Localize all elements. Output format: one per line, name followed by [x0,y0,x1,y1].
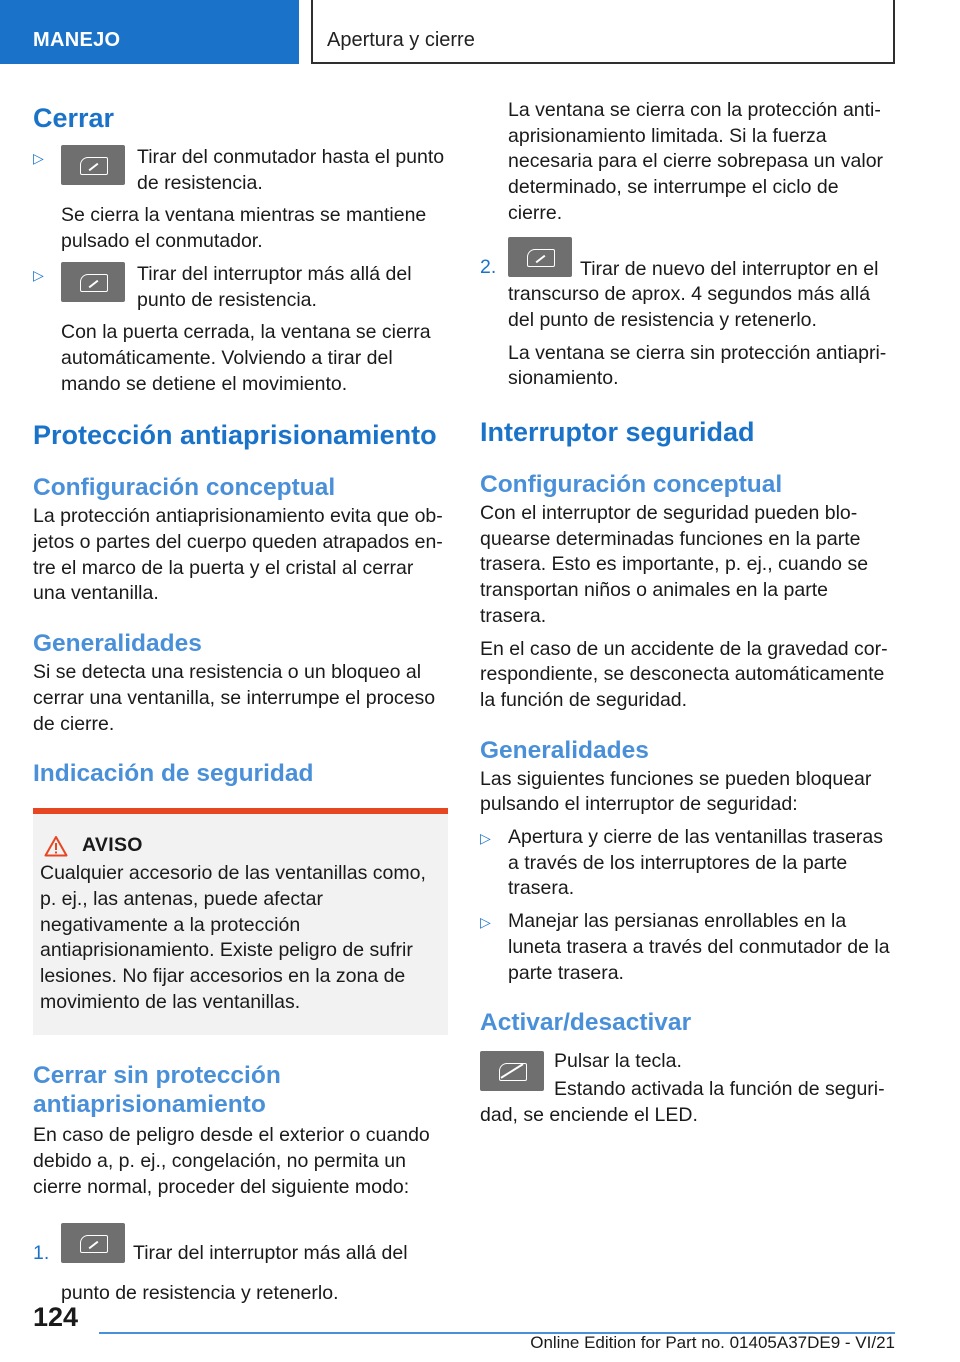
general-item-1 [480,825,892,902]
step-2-text: Tirar de nuevo del interruptor en el transcurso de aprox. 4 segundos más allá del punto de resistencia y retenerlo. [508,257,879,331]
noprot-heading: Cerrar sin protección antiaprisionamiento [33,1062,281,1119]
window-switch-icon [508,237,572,277]
step-2 [480,237,892,393]
step-2-detail: La ventana se cierra sin protección antiaprisionamiento. [508,341,887,390]
proteccion-heading: Protección antiaprisionamiento [33,420,437,451]
concept-text-left: La protección antiaprisionamiento evita que objetos o partes del cuerpo queden atrapados entre el marco de la puerta y el cristal al cerrar una ventanilla. [33,505,443,605]
triangle-right-icon: ▷ [33,266,44,283]
chapter-title: Apertura y cierre [311,0,895,64]
noprot-text: En caso de peligro desde el exterior o cuando debido a, p. ej., congelación, no permita un cierre normal, proceder del siguiente modo: [33,1124,430,1198]
warning-triangle-icon [44,835,68,857]
general-heading-right: Generalidades [480,736,649,764]
warning-box [33,808,448,1035]
safety-heading: Indicación de seguridad [33,760,314,788]
cerrar-item-1-line: Tirar del conmutador hasta el punto de resistencia. [137,146,445,194]
concept-text-right-1: Con el interruptor de seguridad pueden bloquearse determinadas funciones en la parte trasera. Esto es importante, p. ej., cuando se transportan niños o animales en la parte trasera. [480,502,869,627]
general-item-2-text: Manejar las persianas enrollables en la luneta trasera a través del conmutador de la parte trasera. [508,910,890,984]
general-text-left: Si se detecta una resistencia o un bloqueo al cerrar una ventanilla, se interrumpe el proceso de cierre. [33,661,436,735]
general-text-right: Las siguientes funciones se pueden bloquear pulsando el interruptor de seguridad: [480,767,872,816]
activate-line-1: Pulsar la tecla. [554,1050,682,1073]
triangle-right-icon: ▷ [33,150,44,166]
cerrar-item-1 [33,145,448,255]
activate-line-2: Estando activada la función de seguridad, se enciende el LED. [480,1078,885,1126]
interruptor-heading: Interruptor seguridad [480,417,755,448]
page-footer [33,1300,895,1360]
window-switch-icon [61,145,125,185]
warning-label: AVISO [82,834,143,857]
general-item-1-text: Apertura y cierre de las ventanillas traseras a través de los interruptores de la parte trasera. [508,826,884,900]
page-header [0,0,960,66]
step-1-text: Tirar del interruptor más allá del punto de resistencia y retenerlo. [61,1241,408,1304]
concept-heading-right: Configuración conceptual [480,471,783,499]
cerrar-item-2-line: Tirar del interruptor más allá del punto de resistencia. [137,262,412,311]
page-number: 124 [33,1302,79,1332]
concept-heading-left: Configuración conceptual [33,474,336,502]
cerrar-heading: Cerrar [33,103,115,133]
warning-text: Cualquier accesorio de las ventanillas como, p. ej., las antenas, puede afectar negativamente a la protección antiaprisionamiento. Existe peligro de sufrir lesiones. No fijar accesorios en la zona de movimiento de las ventanillas. [40,862,426,1013]
step-2-number: 2. [480,255,497,278]
right-column [480,100,892,1129]
step-1-continuation: La ventana se cierra con la protección antiaprisionamiento limitada. Si la fuerza necesaria para el cierre sobrepasa un valor determinado, se interrumpe el ciclo de cierre. [508,99,884,224]
window-switch-icon [61,262,125,302]
window-switch-icon [61,1223,125,1263]
cerrar-item-2 [33,262,448,398]
section-tab: MANEJO [0,0,299,64]
concept-text-right-2: En el caso de un accidente de la gravedad correspondiente, se desconecta automáticamente la función de seguridad. [480,637,888,711]
edition-text: Online Edition for Part no. 01405A37DE9 - VI/21 [530,1333,895,1352]
activate-heading: Activar/desactivar [480,1009,692,1037]
general-item-2 [480,909,892,986]
left-column [33,100,448,1304]
general-heading-left: Generalidades [33,630,202,658]
step-1 [33,1223,448,1304]
step-1-number: 1. [33,1241,50,1264]
triangle-right-icon: ▷ [480,914,491,931]
triangle-right-icon: ▷ [480,830,491,847]
window-safety-switch-icon [480,1051,544,1091]
cerrar-item-2-detail: Con la puerta cerrada, la ventana se cierra automáticamente. Volviendo a tirar del mando se detiene el movimiento. [61,321,431,395]
cerrar-item-1-detail: Se cierra la ventana mientras se mantiene pulsado el conmutador. [61,204,427,253]
